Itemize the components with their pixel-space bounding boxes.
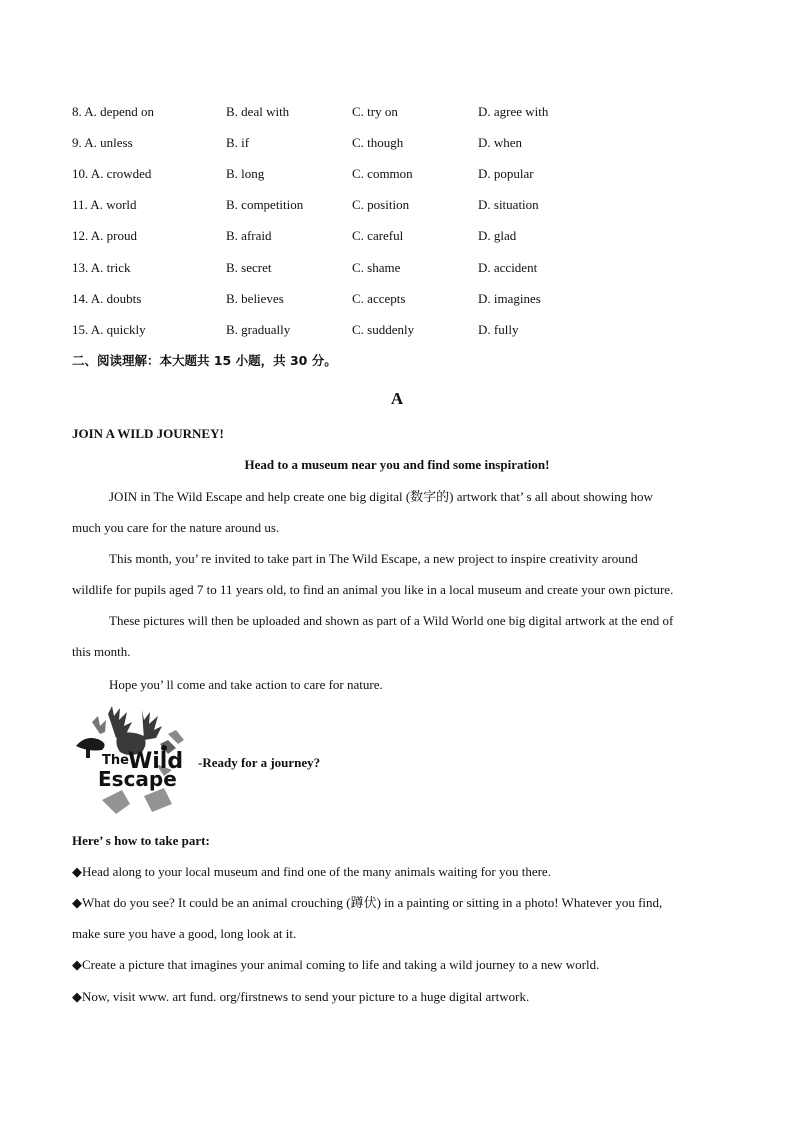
option-c: C. shame xyxy=(352,260,401,275)
option-d: D. when xyxy=(478,135,523,150)
option-c: C. position xyxy=(352,197,410,212)
option-a: 9. A. unless xyxy=(72,135,133,150)
logo-caption: -Ready for a journey? xyxy=(198,755,321,770)
wild-escape-logo xyxy=(72,704,200,820)
paragraph-4: Hope you’ ll come and take action to care for nature. xyxy=(109,677,383,692)
article-title: JOIN A WILD JOURNEY! xyxy=(72,426,224,441)
bullet-1: ◆Head along to your local museum and find one of the many animals waiting for you there. xyxy=(72,864,551,879)
logo-text-escape: Escape xyxy=(98,767,177,791)
option-b: B. long xyxy=(226,166,265,181)
paragraph-3-line-1: These pictures will then be uploaded and shown as part of a Wild World one big digital artwork at the end of xyxy=(109,613,674,628)
option-c: C. suddenly xyxy=(352,322,415,337)
bullet-4: ◆Now, visit www. art fund. org/firstnews to send your picture to a huge digital artwork. xyxy=(72,989,530,1004)
option-b: B. afraid xyxy=(226,228,272,243)
bullet-3: ◆Create a picture that imagines your animal coming to life and taking a wild journey to a new world. xyxy=(72,957,600,972)
paragraph-2-line-1: This month, you’ re invited to take part in The Wild Escape, a new project to inspire creativity around xyxy=(109,551,638,566)
option-c: C. common xyxy=(352,166,413,181)
article-subtitle: Head to a museum near you and find some inspiration! xyxy=(244,457,550,472)
how-to-title: Here’ s how to take part: xyxy=(72,833,210,848)
option-a: 10. A. crowded xyxy=(72,166,152,181)
option-c: C. accepts xyxy=(352,291,406,306)
option-d: D. popular xyxy=(478,166,534,181)
option-c: C. though xyxy=(352,135,404,150)
bullet-2-line-2: make sure you have a good, long look at it. xyxy=(72,926,297,941)
option-d: D. glad xyxy=(478,228,517,243)
option-d: D. accident xyxy=(478,260,538,275)
option-d: D. imagines xyxy=(478,291,541,306)
option-a: 12. A. proud xyxy=(72,228,137,243)
option-a: 8. A. depend on xyxy=(72,104,154,119)
option-b: B. believes xyxy=(226,291,284,306)
paragraph-1-line-2: much you care for the nature around us. xyxy=(72,520,280,535)
passage-label: A xyxy=(390,389,404,408)
option-b: B. secret xyxy=(226,260,272,275)
option-b: B. competition xyxy=(226,197,304,212)
option-d: D. situation xyxy=(478,197,539,212)
option-a: 14. A. doubts xyxy=(72,291,142,306)
logo-text-the: The xyxy=(102,753,129,768)
section-heading: 二、阅读理解：本大题共 15 小题，共 30 分。 xyxy=(72,353,337,368)
option-a: 11. A. world xyxy=(72,197,137,212)
option-d: D. fully xyxy=(478,322,519,337)
option-a: 13. A. trick xyxy=(72,260,131,275)
paragraph-3-line-2: this month. xyxy=(72,644,131,659)
option-b: B. deal with xyxy=(226,104,290,119)
logo-text-wild: Wild xyxy=(128,749,184,774)
option-b: B. gradually xyxy=(226,322,291,337)
option-d: D. agree with xyxy=(478,104,549,119)
bullet-2-line-1: ◆What do you see? It could be an animal crouching (蹲伏) in a painting or sitting in a photo! Whatever you find, xyxy=(72,895,663,910)
option-b: B. if xyxy=(226,135,250,150)
paragraph-2-line-2: wildlife for pupils aged 7 to 11 years old, to find an animal you like in a local museum and create your own picture. xyxy=(72,582,674,597)
option-c: C. try on xyxy=(352,104,398,119)
option-c: C. careful xyxy=(352,228,404,243)
paragraph-1-line-1: JOIN in The Wild Escape and help create one big digital (数字的) artwork that’ s all about showing how xyxy=(109,489,653,504)
option-a: 15. A. quickly xyxy=(72,322,146,337)
